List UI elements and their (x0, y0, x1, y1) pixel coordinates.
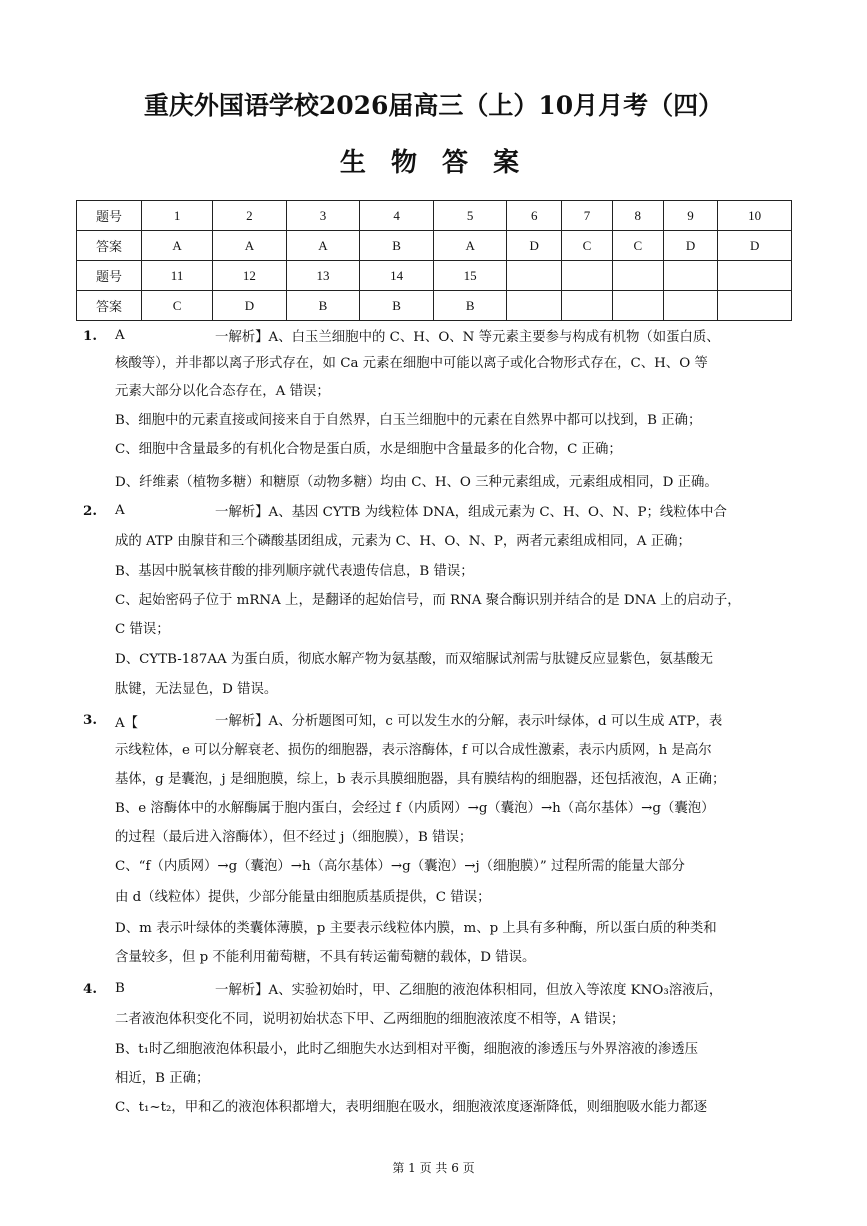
table-cell (562, 291, 613, 321)
table-cell (612, 261, 663, 291)
question-answer: B (115, 981, 125, 996)
page-footer: 第 1 页 共 6 页 (392, 1161, 475, 1175)
explanation-line: 基体，g 是囊泡，j 是细胞膜，综上，b 表示具膜细胞器，具有膜结构的细胞器，还包括液泡，A 正确； (115, 772, 726, 787)
explanation-line: B、基因中脱氧核苷酸的排列顺序就代表遗传信息，B 错误； (115, 564, 474, 579)
table-cell: 13 (286, 261, 360, 291)
table-row (77, 231, 792, 261)
explanation-line: C 错误； (115, 622, 170, 637)
table-cell: D (663, 231, 718, 261)
table-cell: B (286, 291, 360, 321)
table-cell: 14 (360, 261, 434, 291)
table-cell: 8 (612, 201, 663, 231)
explanation-line: 一解析】A、分析题图可知，c 可以发生水的分解，表示叶绿体，d 可以生成 ATP，表 (215, 714, 723, 729)
question-answer: A (115, 328, 125, 343)
question-answer: A【 (115, 716, 139, 731)
table-cell: D (213, 291, 287, 321)
table-cell: 10 (718, 201, 792, 231)
question-number: 3. (83, 712, 97, 728)
explanation-line: 二者液泡体积变化不同，说明初始状态下甲、乙两细胞的细胞液浓度不相等，A 错误； (115, 1012, 625, 1027)
explanation-line: D、CYTB-187AA 为蛋白质，彻底水解产物为氨基酸，而双缩脲试剂需与肽键反应显紫色，氨基酸无 (115, 652, 713, 667)
explanation-line: 由 d（线粒体）提供，少部分能量由细胞质基质提供，C 错误； (115, 890, 491, 905)
table-cell: 6 (507, 201, 562, 231)
explanation-line: 示线粒体，e 可以分解衰老、损伤的细胞器，表示溶酶体，f 可以合成性激素，表示内质网，h 是高尔 (115, 743, 712, 758)
row-label: 题号 (77, 261, 142, 291)
explanation-line: 成的 ATP 由腺苷和三个磷酸基团组成，元素为 C、H、O、N、P，两者元素组成相同，A 正确； (115, 534, 691, 549)
table-cell: D (718, 231, 792, 261)
explanation-line: 一解析】A、白玉兰细胞中的 C、H、O、N 等元素主要参与构成有机物（如蛋白质、 (215, 330, 720, 345)
table-cell: B (433, 291, 507, 321)
table-cell (562, 261, 613, 291)
table-cell (507, 261, 562, 291)
table-cell: 2 (213, 201, 287, 231)
question-answer: A (115, 503, 125, 518)
explanation-line: 一解析】A、基因 CYTB 为线粒体 DNA，组成元素为 C、H、O、N、P；线粒体中合 (215, 505, 727, 520)
table-cell: 5 (433, 201, 507, 231)
explanation-line: 相近，B 正确； (115, 1071, 210, 1086)
explanation-line: 的过程（最后进入溶酶体），但不经过 j（细胞膜），B 错误； (115, 830, 473, 845)
explanation-line: 一解析】A、实验初始时，甲、乙细胞的液泡体积相同，但放入等浓度 KNO₃溶液后， (215, 983, 723, 998)
table-cell (718, 291, 792, 321)
table-cell (663, 261, 718, 291)
table-cell: 4 (360, 201, 434, 231)
table-cell (612, 291, 663, 321)
table-cell (663, 291, 718, 321)
table-cell: A (142, 231, 213, 261)
explanation-line: 含量较多，但 p 不能利用葡萄糖，不具有转运葡萄糖的载体，D 错误。 (115, 950, 536, 965)
table-row (77, 201, 792, 231)
question-number: 2. (83, 503, 97, 519)
table-row (77, 291, 792, 321)
explanation-line: C、“f（内质网）→g（囊泡）→h（高尔基体）→g（囊泡）→j（细胞膜）” 过程所需的能量大部分 (115, 859, 685, 874)
page-subtitle: 生 物 答 案 (339, 148, 528, 178)
table-cell: A (213, 231, 287, 261)
table-row (77, 261, 792, 291)
table-cell: B (360, 231, 434, 261)
table-cell: C (142, 291, 213, 321)
table-cell: 12 (213, 261, 287, 291)
explanation-line: 元素大部分以化合态存在，A 错误； (115, 384, 330, 399)
explanation-line: 肽键，无法显色，D 错误。 (115, 682, 278, 697)
explanation-line: C、细胞中含量最多的有机化合物是蛋白质，水是细胞中含量最多的化合物，C 正确； (115, 442, 622, 457)
table-cell (507, 291, 562, 321)
explanation-line: B、e 溶酶体中的水解酶属于胞内蛋白，会经过 f（内质网）→g（囊泡）→h（高尔基体）→g（囊泡） (115, 801, 715, 816)
explanation-line: C、t₁~t₂，甲和乙的液泡体积都增大，表明细胞在吸水，细胞液浓度逐渐降低，则细胞吸水能力都逐 (115, 1100, 707, 1115)
table-cell: 15 (433, 261, 507, 291)
explanation-line: 核酸等），并非都以离子形式存在，如 Ca 元素在细胞中可能以离子或化合物形式存在，C、H、O 等 (115, 356, 708, 371)
table-cell: B (360, 291, 434, 321)
page-title: 重庆外国语学校2026届高三（上）10月月考（四） (143, 91, 724, 120)
table-cell: C (612, 231, 663, 261)
question-number: 1. (83, 328, 97, 344)
explanation-line: B、t₁时乙细胞液泡体积最小，此时乙细胞失水达到相对平衡，细胞液的渗透压与外界溶液的渗透压 (115, 1042, 698, 1057)
explanation-line: D、m 表示叶绿体的类囊体薄膜，p 主要表示线粒体内膜，m、p 上具有多种酶，所以蛋白质的种类和 (115, 921, 717, 936)
row-label: 题号 (77, 201, 142, 231)
question-number: 4. (83, 981, 97, 997)
table-cell: 9 (663, 201, 718, 231)
explanation-line: C、起始密码子位于 mRNA 上，是翻译的起始信号，而 RNA 聚合酶识别并结合的是 DNA 上的启动子， (115, 593, 741, 608)
answer-table (76, 200, 792, 321)
table-cell: C (562, 231, 613, 261)
row-label: 答案 (77, 231, 142, 261)
table-cell: 1 (142, 201, 213, 231)
explanation-line: D、纤维素（植物多糖）和糖原（动物多糖）均由 C、H、O 三种元素组成，元素组成相同，D 正确。 (115, 475, 718, 490)
explanation-line: B、细胞中的元素直接或间接来自于自然界，白玉兰细胞中的元素在自然界中都可以找到，B 正确； (115, 413, 702, 428)
table-cell: 11 (142, 261, 213, 291)
row-label: 答案 (77, 291, 142, 321)
table-cell: 7 (562, 201, 613, 231)
table-cell: 3 (286, 201, 360, 231)
table-cell (718, 261, 792, 291)
table-cell: A (433, 231, 507, 261)
table-cell: A (286, 231, 360, 261)
table-cell: D (507, 231, 562, 261)
